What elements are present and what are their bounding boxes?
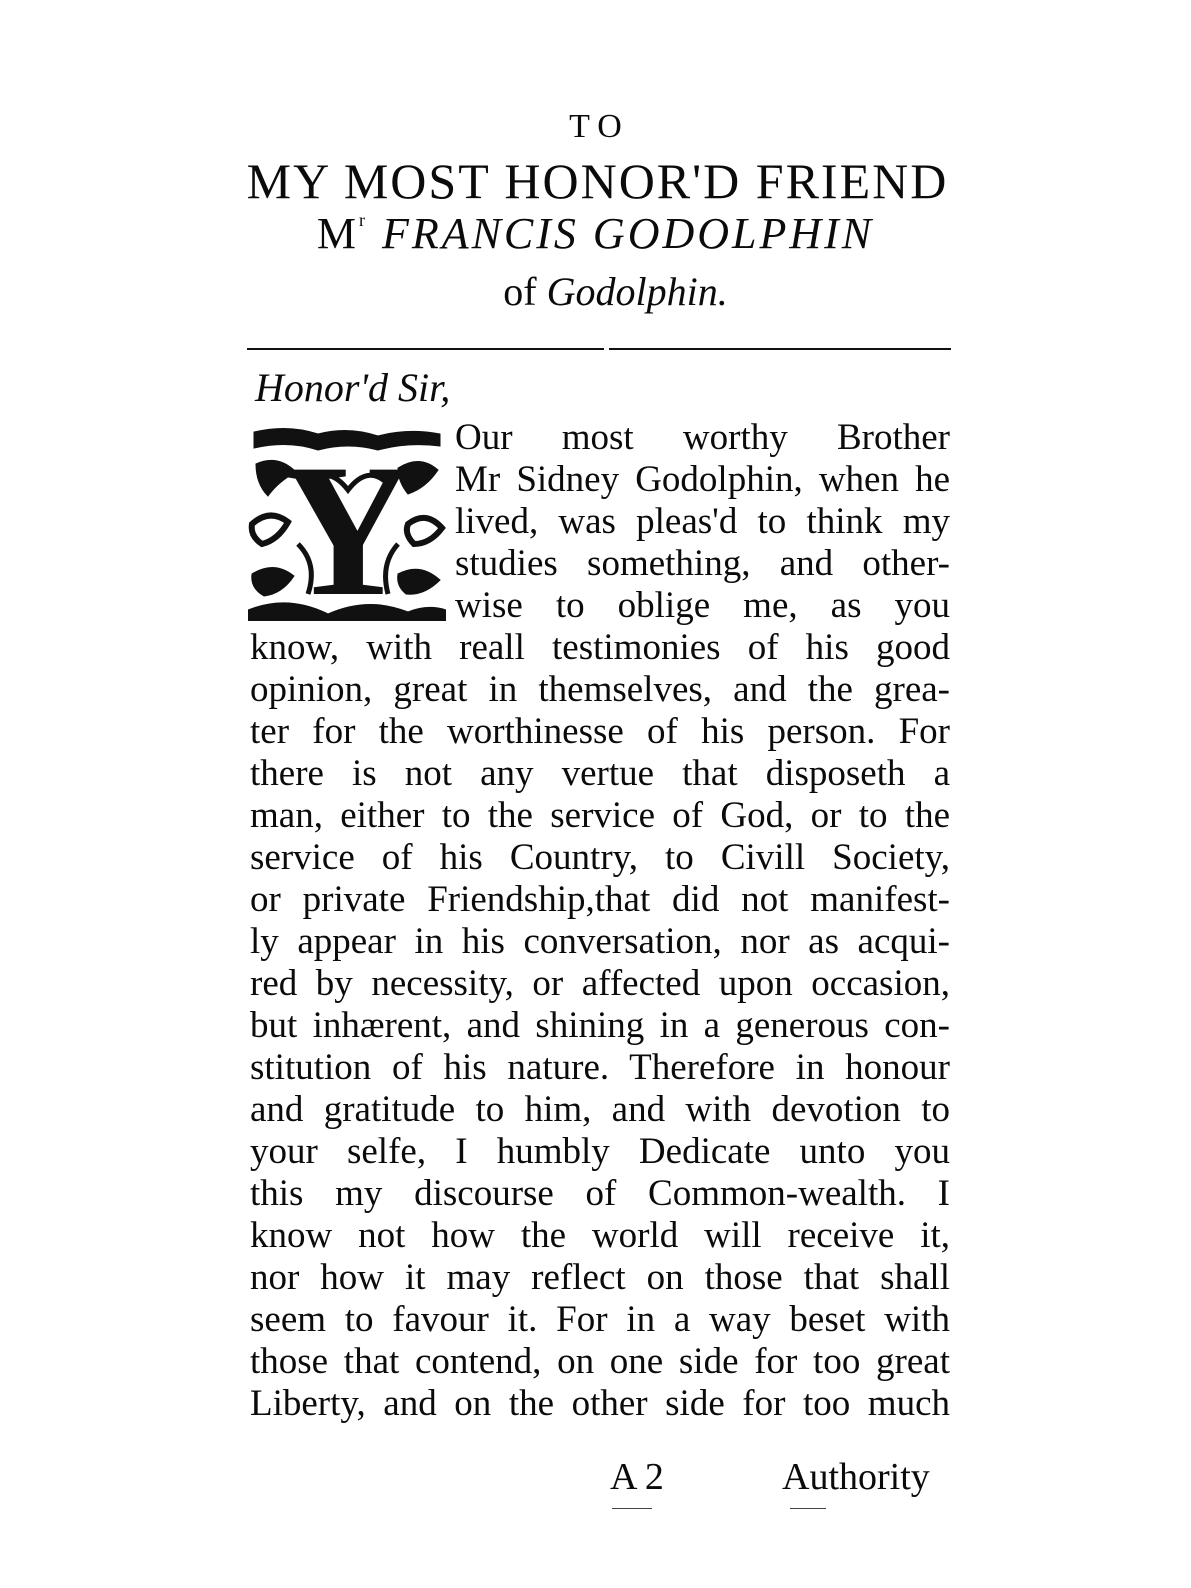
text-line: wise to oblige me, as you [455,585,950,626]
salutation: Honor'd Sir, [255,365,451,410]
dedication-to: TO [569,108,630,145]
dedicatee-fullname: FRANCIS GODOLPHIN [381,209,875,258]
text-line: Mr Sidney Godolphin, when he [455,459,950,500]
body-paragraph [250,627,950,1425]
text-line: opinion, great in themselves, and the grea- [250,669,950,710]
text-line: your selfe, I humbly Dedicate unto you [250,1131,950,1172]
text-line: or private Friendship,that did not manifest- [250,879,950,920]
divider-rule-right [609,348,951,350]
decorated-initial [248,424,446,621]
catchword-underline [790,1508,826,1509]
text-line: but inhærent, and shining in a generous con- [250,1005,950,1046]
indented-paragraph [455,417,950,627]
text-line: this my discourse of Common-wealth. I [250,1173,950,1214]
text-line: Liberty, and on the other side for too much [250,1383,950,1424]
text-line: ly appear in his conversation, nor as acqui- [250,921,950,962]
text-line: nor how it may reflect on those that shall [250,1257,950,1298]
text-line: seem to favour it. For in a way beset with [250,1299,950,1340]
divider-rule-left [247,348,604,350]
dedicatee-prefix-sup: r [358,210,368,230]
text-line: ter for the worthinesse of his person. For [250,711,950,752]
dedicatee-name [0,208,1191,259]
text-line: know not how the world will receive it, [250,1215,950,1256]
catchword: Authority [782,1456,930,1498]
dedicatee-place [20,268,1191,315]
text-line: studies something, and other- [455,543,950,584]
dedication-title: MY MOST HONOR'D FRIEND [246,153,949,209]
text-line: those that contend, on one side for too great [250,1341,950,1382]
text-line: man, either to the service of God, or to the [250,795,950,836]
text-line: lived, was pleas'd to think my [455,501,950,542]
text-line: stitution of his nature. Therefore in honour [250,1047,950,1088]
ornament-initial-icon [248,424,446,621]
dedicatee-prefix: M [316,209,359,258]
signature-underline [612,1508,652,1509]
text-line: and gratitude to him, and with devotion to [250,1089,950,1130]
text-line: know, with reall testimonies of his good [250,627,950,668]
signature-mark: A 2 [610,1456,664,1498]
text-line: red by necessity, or affected upon occasion, [250,963,950,1004]
text-line: service of his Country, to Civill Society, [250,837,950,878]
place-of: of [503,269,537,314]
text-line: Our most worthy Brother [455,417,950,458]
initial-letter-glyph: Y [278,426,416,621]
place-name: Godolphin. [546,269,728,314]
text-line: there is not any vertue that disposeth a [250,753,950,794]
